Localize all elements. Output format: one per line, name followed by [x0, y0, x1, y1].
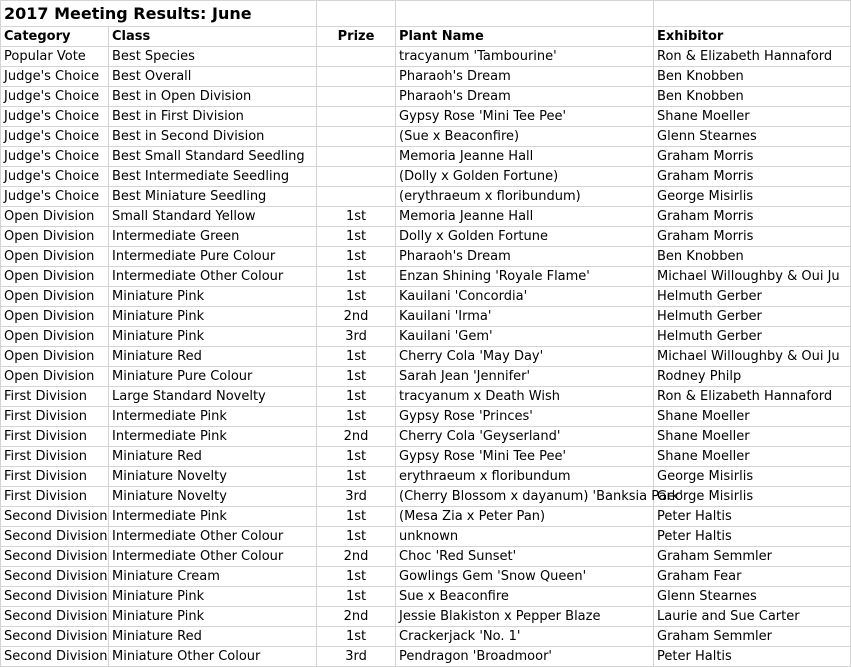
cell-plant-name[interactable]: Kauilani 'Irma' [396, 307, 654, 327]
cell-class[interactable]: Best Intermediate Seedling [109, 167, 317, 187]
empty-cell[interactable] [654, 1, 851, 27]
cell-prize[interactable]: 1st [317, 407, 396, 427]
cell-plant-name[interactable]: (Mesa Zia x Peter Pan) [396, 507, 654, 527]
cell-exhibitor[interactable]: Graham Morris [654, 147, 851, 167]
cell-exhibitor[interactable]: Ron & Elizabeth Hannaford [654, 47, 851, 67]
cell-category[interactable]: First Division [1, 487, 109, 507]
table-row [1, 547, 851, 567]
cell-category[interactable]: Second Division [1, 527, 109, 547]
cell-class[interactable]: Miniature Other Colour [109, 647, 317, 667]
cell-class[interactable]: Best Species [109, 47, 317, 67]
cell-category[interactable]: Open Division [1, 347, 109, 367]
header-row [1, 27, 851, 47]
table-row [1, 187, 851, 207]
cell-plant-name[interactable]: tracyanum x Death Wish [396, 387, 654, 407]
cell-plant-name[interactable]: Cherry Cola 'Geyserland' [396, 427, 654, 447]
cell-prize[interactable]: 1st [317, 267, 396, 287]
cell-class[interactable]: Intermediate Other Colour [109, 267, 317, 287]
cell-category[interactable]: Popular Vote [1, 47, 109, 67]
cell-plant-name[interactable]: Gypsy Rose 'Mini Tee Pee' [396, 447, 654, 467]
cell-plant-name[interactable]: (erythraeum x floribundum) [396, 187, 654, 207]
cell-class[interactable]: Intermediate Pink [109, 407, 317, 427]
table-row [1, 227, 851, 247]
table-row [1, 647, 851, 667]
title-row [1, 1, 851, 27]
table-row [1, 607, 851, 627]
cell-prize[interactable] [317, 67, 396, 87]
cell-plant-name[interactable]: tracyanum 'Tambourine' [396, 47, 654, 67]
cell-category[interactable]: Judge's Choice [1, 147, 109, 167]
cell-plant-name[interactable]: (Dolly x Golden Fortune) [396, 167, 654, 187]
cell-plant-name[interactable]: Cherry Cola 'May Day' [396, 347, 654, 367]
cell-plant-name[interactable]: (Cherry Blossom x dayanum) 'Banksia Park' [396, 487, 654, 507]
cell-plant-name[interactable]: Memoria Jeanne Hall [396, 147, 654, 167]
table-row [1, 467, 851, 487]
cell-prize[interactable]: 1st [317, 287, 396, 307]
table-row [1, 167, 851, 187]
cell-class[interactable]: Miniature Pink [109, 327, 317, 347]
cell-plant-name[interactable]: erythraeum x floribundum [396, 467, 654, 487]
cell-category[interactable]: First Division [1, 467, 109, 487]
cell-plant-name[interactable]: Kauilani 'Concordia' [396, 287, 654, 307]
cell-class[interactable]: Intermediate Pure Colour [109, 247, 317, 267]
table-row [1, 267, 851, 287]
cell-exhibitor[interactable]: Shane Moeller [654, 407, 851, 427]
cell-class[interactable]: Best in First Division [109, 107, 317, 127]
cell-prize[interactable]: 1st [317, 247, 396, 267]
cell-class[interactable]: Miniature Pink [109, 287, 317, 307]
cell-category[interactable]: First Division [1, 387, 109, 407]
cell-class[interactable]: Best Overall [109, 67, 317, 87]
cell-exhibitor[interactable]: Helmuth Gerber [654, 307, 851, 327]
cell-prize[interactable]: 1st [317, 467, 396, 487]
table-row [1, 527, 851, 547]
cell-category[interactable]: Open Division [1, 227, 109, 247]
cell-plant-name[interactable]: (Sue x Beaconfire) [396, 127, 654, 147]
cell-class[interactable]: Best in Second Division [109, 127, 317, 147]
cell-plant-name[interactable]: Enzan Shining 'Royale Flame' [396, 267, 654, 287]
cell-prize[interactable]: 1st [317, 567, 396, 587]
cell-prize[interactable]: 3rd [317, 327, 396, 347]
table-row [1, 567, 851, 587]
cell-plant-name[interactable]: Pharaoh's Dream [396, 67, 654, 87]
cell-exhibitor[interactable]: Ben Knobben [654, 67, 851, 87]
cell-class[interactable]: Miniature Pure Colour [109, 367, 317, 387]
cell-exhibitor[interactable]: Graham Morris [654, 167, 851, 187]
table-row [1, 307, 851, 327]
cell-exhibitor[interactable]: Graham Morris [654, 207, 851, 227]
cell-class[interactable]: Intermediate Green [109, 227, 317, 247]
table-row [1, 387, 851, 407]
header-category[interactable]: Category [1, 27, 109, 47]
cell-category[interactable]: Open Division [1, 307, 109, 327]
cell-category[interactable]: Second Division [1, 587, 109, 607]
cell-category[interactable]: Second Division [1, 547, 109, 567]
table-row [1, 147, 851, 167]
cell-exhibitor[interactable]: George Misirlis [654, 487, 851, 507]
cell-class[interactable]: Intermediate Other Colour [109, 547, 317, 567]
table-row [1, 347, 851, 367]
cell-prize[interactable] [317, 107, 396, 127]
cell-prize[interactable]: 2nd [317, 307, 396, 327]
cell-prize[interactable]: 1st [317, 347, 396, 367]
cell-prize[interactable] [317, 47, 396, 67]
cell-prize[interactable] [317, 87, 396, 107]
cell-category[interactable]: Open Division [1, 367, 109, 387]
cell-category[interactable]: Judge's Choice [1, 127, 109, 147]
cell-plant-name[interactable]: Gypsy Rose 'Princes' [396, 407, 654, 427]
cell-exhibitor[interactable]: George Misirlis [654, 187, 851, 207]
cell-exhibitor[interactable]: Ron & Elizabeth Hannaford [654, 387, 851, 407]
header-plant-name[interactable]: Plant Name [396, 27, 654, 47]
table-row [1, 367, 851, 387]
cell-category[interactable]: Judge's Choice [1, 107, 109, 127]
cell-exhibitor[interactable]: Shane Moeller [654, 107, 851, 127]
cell-category[interactable]: Second Division [1, 647, 109, 667]
table-row [1, 427, 851, 447]
table-row [1, 247, 851, 267]
cell-category[interactable]: Second Division [1, 627, 109, 647]
table-row [1, 47, 851, 67]
cell-plant-name[interactable]: Choc 'Red Sunset' [396, 547, 654, 567]
cell-prize[interactable]: 1st [317, 447, 396, 467]
cell-prize[interactable] [317, 187, 396, 207]
cell-exhibitor[interactable]: Shane Moeller [654, 427, 851, 447]
cell-plant-name[interactable]: Gowlings Gem 'Snow Queen' [396, 567, 654, 587]
cell-plant-name[interactable]: Sarah Jean 'Jennifer' [396, 367, 654, 387]
table-row [1, 327, 851, 347]
table-row [1, 287, 851, 307]
cell-exhibitor[interactable]: Glenn Stearnes [654, 127, 851, 147]
cell-class[interactable]: Intermediate Pink [109, 427, 317, 447]
cell-exhibitor[interactable]: Peter Haltis [654, 507, 851, 527]
cell-class[interactable]: Best in Open Division [109, 87, 317, 107]
cell-plant-name[interactable]: Pharaoh's Dream [396, 87, 654, 107]
table-row [1, 207, 851, 227]
cell-exhibitor[interactable]: Graham Morris [654, 227, 851, 247]
cell-exhibitor[interactable]: Laurie and Sue Carter [654, 607, 851, 627]
cell-exhibitor[interactable]: Peter Haltis [654, 527, 851, 547]
cell-category[interactable]: Open Division [1, 267, 109, 287]
cell-category[interactable]: Second Division [1, 607, 109, 627]
cell-prize[interactable]: 1st [317, 367, 396, 387]
sheet-title[interactable]: 2017 Meeting Results: June [1, 1, 317, 27]
cell-exhibitor[interactable]: Ben Knobben [654, 247, 851, 267]
cell-prize[interactable]: 1st [317, 507, 396, 527]
cell-class[interactable]: Large Standard Novelty [109, 387, 317, 407]
cell-prize[interactable]: 1st [317, 527, 396, 547]
cell-category[interactable]: Open Division [1, 287, 109, 307]
cell-category[interactable]: Judge's Choice [1, 87, 109, 107]
cell-plant-name[interactable]: Jessie Blakiston x Pepper Blaze [396, 607, 654, 627]
cell-class[interactable]: Small Standard Yellow [109, 207, 317, 227]
empty-cell[interactable] [396, 1, 654, 27]
cell-prize[interactable]: 1st [317, 227, 396, 247]
cell-exhibitor[interactable]: Graham Fear [654, 567, 851, 587]
cell-category[interactable]: Second Division [1, 567, 109, 587]
header-prize[interactable]: Prize [317, 27, 396, 47]
table-row [1, 587, 851, 607]
cell-exhibitor[interactable]: Michael Willoughby & Oui Ju [654, 267, 851, 287]
empty-cell[interactable] [317, 1, 396, 27]
cell-class[interactable]: Best Small Standard Seedling [109, 147, 317, 167]
cell-exhibitor[interactable]: Shane Moeller [654, 447, 851, 467]
cell-category[interactable]: Open Division [1, 247, 109, 267]
cell-prize[interactable]: 1st [317, 587, 396, 607]
cell-category[interactable]: Judge's Choice [1, 167, 109, 187]
cell-plant-name[interactable]: Kauilani 'Gem' [396, 327, 654, 347]
cell-plant-name[interactable]: Dolly x Golden Fortune [396, 227, 654, 247]
cell-class[interactable]: Miniature Red [109, 447, 317, 467]
header-exhibitor[interactable]: Exhibitor [654, 27, 851, 47]
cell-category[interactable]: Second Division [1, 507, 109, 527]
cell-exhibitor[interactable]: Helmuth Gerber [654, 327, 851, 347]
cell-prize[interactable]: 2nd [317, 607, 396, 627]
cell-prize[interactable]: 2nd [317, 547, 396, 567]
cell-class[interactable]: Intermediate Other Colour [109, 527, 317, 547]
cell-plant-name[interactable]: Memoria Jeanne Hall [396, 207, 654, 227]
cell-exhibitor[interactable]: Michael Willoughby & Oui Ju [654, 347, 851, 367]
cell-exhibitor[interactable]: Graham Semmler [654, 627, 851, 647]
cell-prize[interactable]: 1st [317, 207, 396, 227]
cell-class[interactable]: Intermediate Pink [109, 507, 317, 527]
table-row [1, 507, 851, 527]
cell-prize[interactable]: 3rd [317, 647, 396, 667]
cell-class[interactable]: Miniature Novelty [109, 487, 317, 507]
table-row [1, 487, 851, 507]
table-row [1, 407, 851, 427]
cell-plant-name[interactable]: unknown [396, 527, 654, 547]
cell-prize[interactable] [317, 147, 396, 167]
cell-prize[interactable]: 1st [317, 627, 396, 647]
cell-category[interactable]: Judge's Choice [1, 67, 109, 87]
cell-category[interactable]: Judge's Choice [1, 187, 109, 207]
cell-class[interactable]: Miniature Red [109, 347, 317, 367]
table-row [1, 627, 851, 647]
cell-plant-name[interactable]: Pharaoh's Dream [396, 247, 654, 267]
cell-class[interactable]: Miniature Red [109, 627, 317, 647]
cell-prize[interactable] [317, 167, 396, 187]
cell-plant-name[interactable]: Crackerjack 'No. 1' [396, 627, 654, 647]
cell-class[interactable]: Miniature Pink [109, 307, 317, 327]
table-row [1, 67, 851, 87]
cell-prize[interactable]: 1st [317, 387, 396, 407]
cell-class[interactable]: Miniature Novelty [109, 467, 317, 487]
cell-category[interactable]: Open Division [1, 207, 109, 227]
cell-exhibitor[interactable]: Ben Knobben [654, 87, 851, 107]
cell-exhibitor[interactable]: Glenn Stearnes [654, 587, 851, 607]
cell-category[interactable]: First Division [1, 427, 109, 447]
table-row [1, 87, 851, 107]
cell-prize[interactable] [317, 127, 396, 147]
table-row [1, 127, 851, 147]
cell-prize[interactable]: 3rd [317, 487, 396, 507]
cell-category[interactable]: First Division [1, 407, 109, 427]
cell-exhibitor[interactable]: Peter Haltis [654, 647, 851, 667]
header-class[interactable]: Class [109, 27, 317, 47]
cell-class[interactable]: Miniature Pink [109, 607, 317, 627]
cell-plant-name[interactable]: Sue x Beaconfire [396, 587, 654, 607]
cell-plant-name[interactable]: Pendragon 'Broadmoor' [396, 647, 654, 667]
cell-exhibitor[interactable]: George Misirlis [654, 467, 851, 487]
cell-category[interactable]: First Division [1, 447, 109, 467]
cell-exhibitor[interactable]: Helmuth Gerber [654, 287, 851, 307]
cell-exhibitor[interactable]: Graham Semmler [654, 547, 851, 567]
table-row [1, 447, 851, 467]
cell-category[interactable]: Open Division [1, 327, 109, 347]
cell-plant-name[interactable]: Gypsy Rose 'Mini Tee Pee' [396, 107, 654, 127]
cell-prize[interactable]: 2nd [317, 427, 396, 447]
cell-class[interactable]: Miniature Pink [109, 587, 317, 607]
cell-exhibitor[interactable]: Rodney Philp [654, 367, 851, 387]
cell-class[interactable]: Miniature Cream [109, 567, 317, 587]
cell-class[interactable]: Best Miniature Seedling [109, 187, 317, 207]
table-row [1, 107, 851, 127]
